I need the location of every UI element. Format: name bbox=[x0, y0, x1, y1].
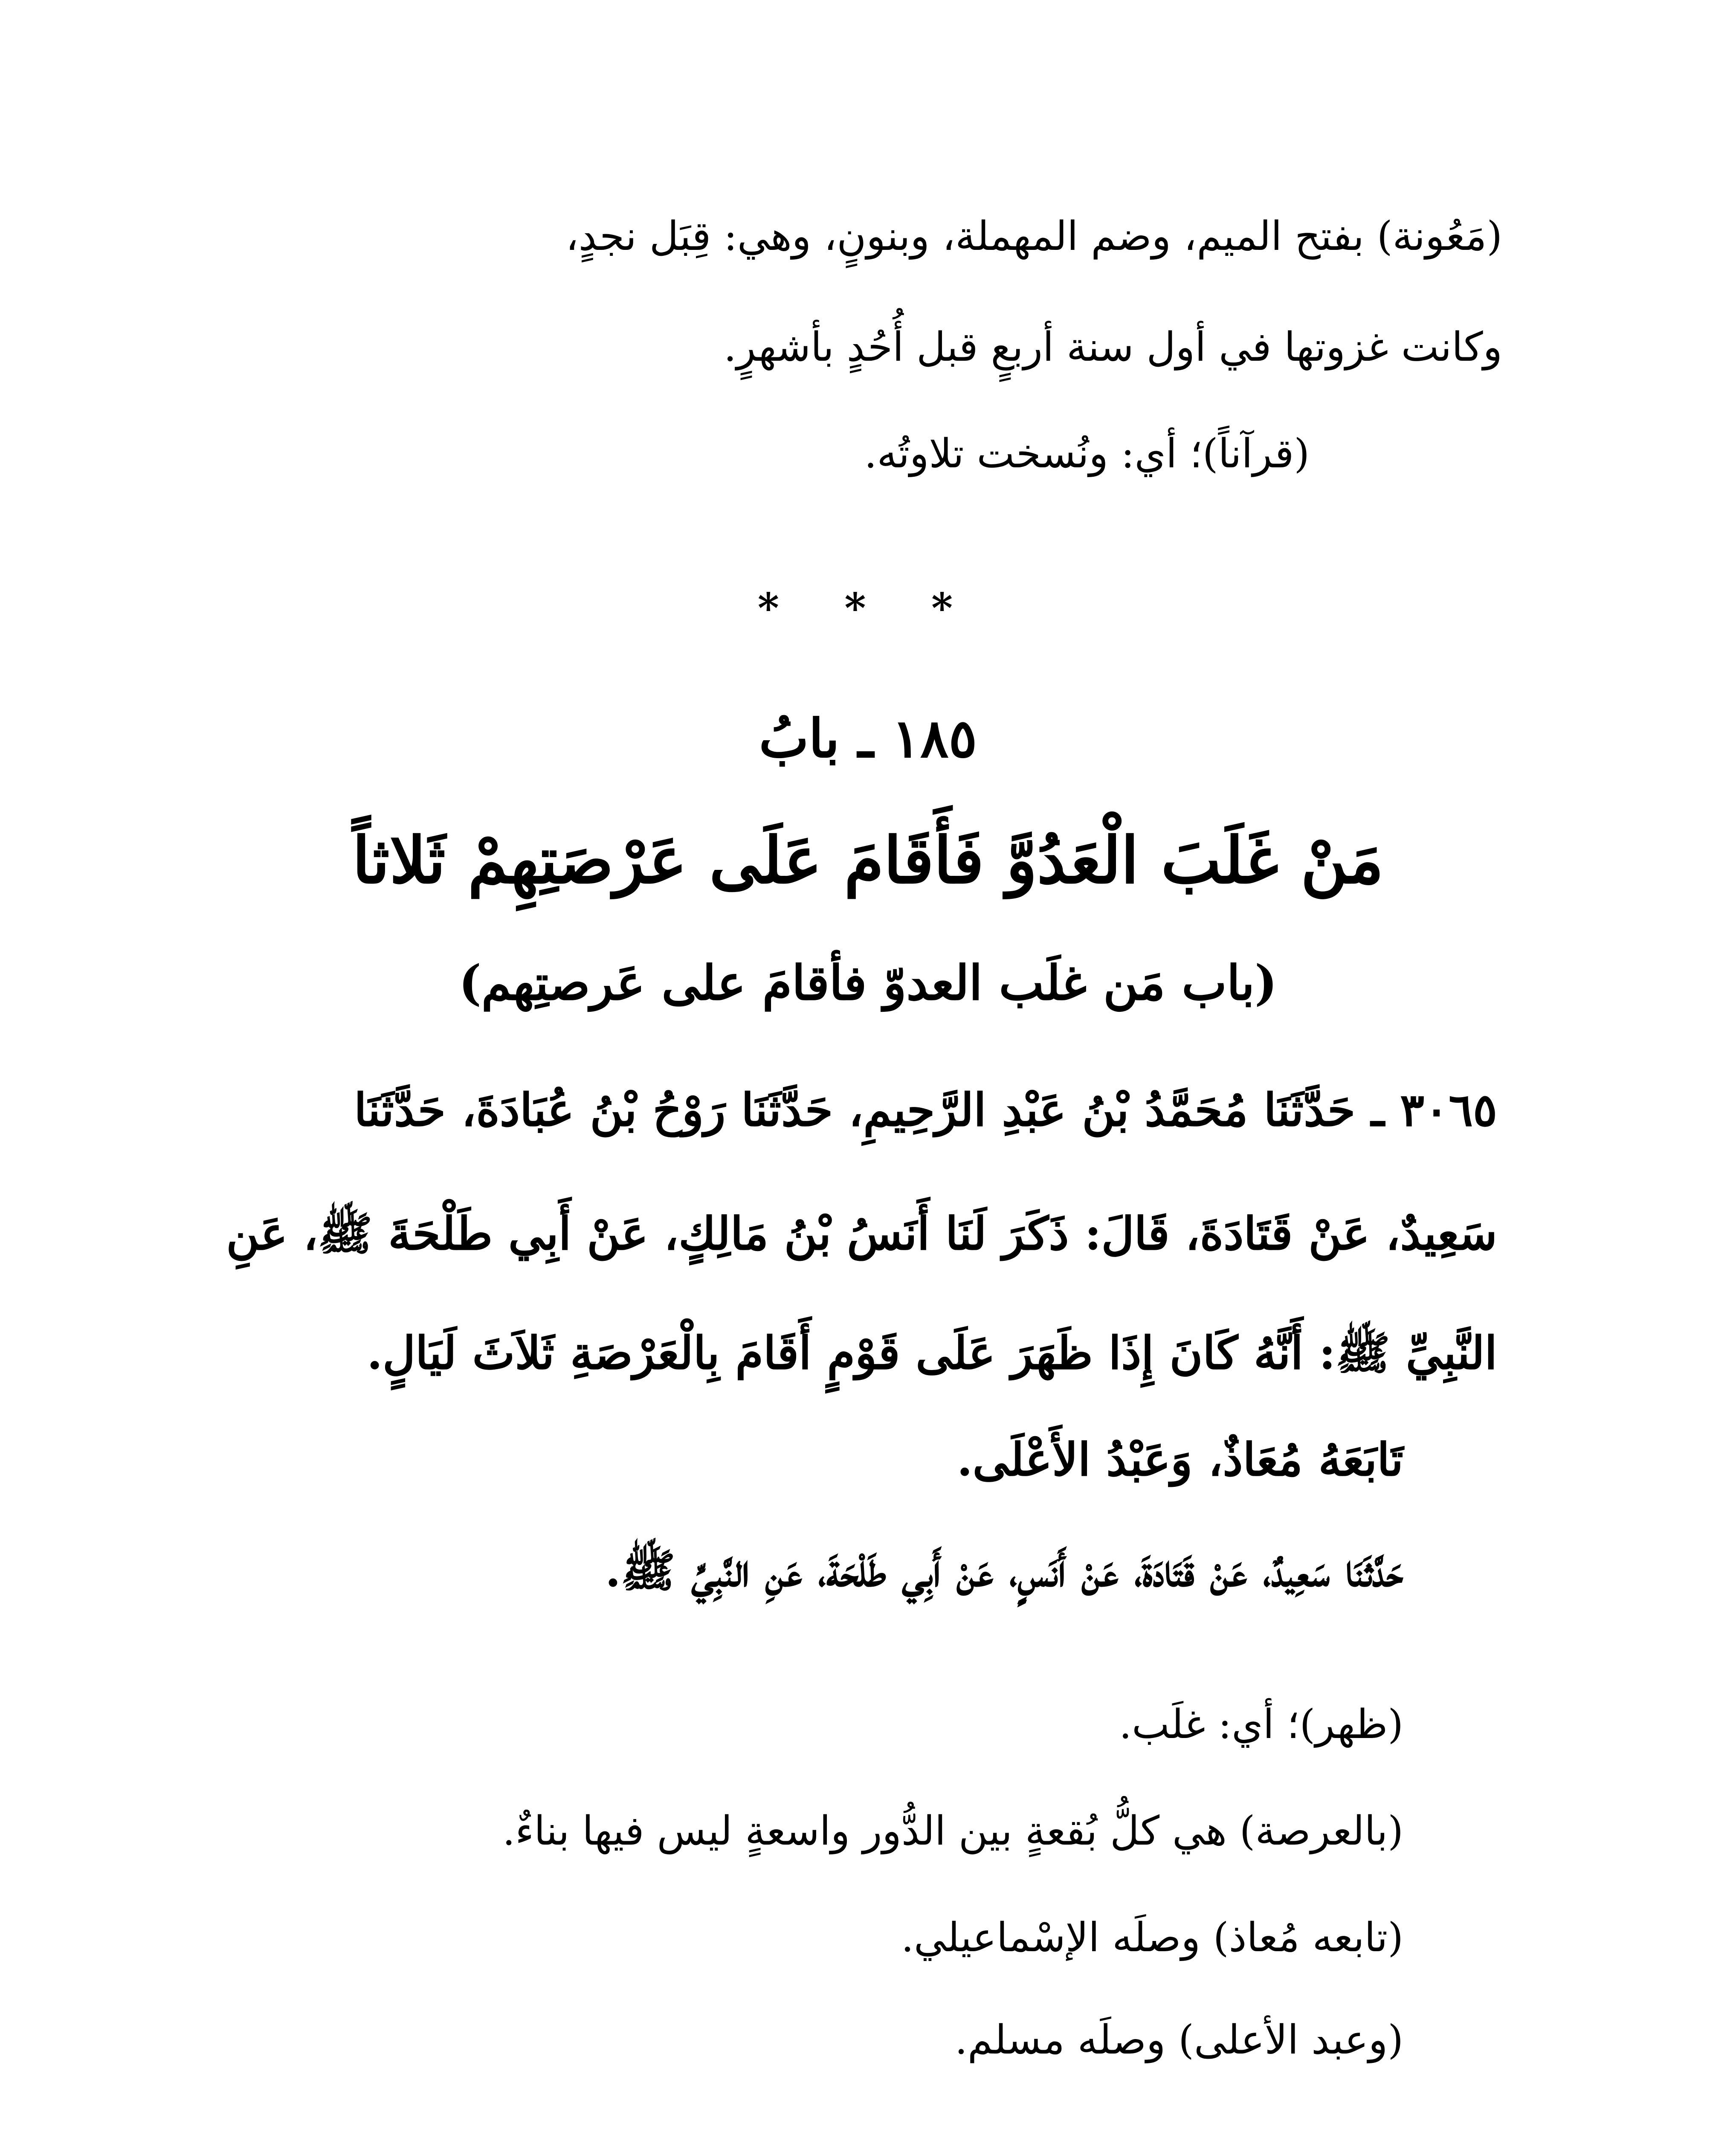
hadith-line-3: النَّبِيِّ ﷺ: أَنَّهُ كَانَ إِذَا ظَهَرَ عَلَى قَوْمٍ أَقَامَ بِالْعَرْصَةِ ثَلاَثَ لَيَالٍ. bbox=[367, 1326, 1497, 1379]
chapter-commentary-heading: (باب مَن غلَب العدوّ فأقامَ على عَرصتِهم) bbox=[458, 955, 1278, 1011]
note-line-5: (بالعرصة) هي كلُّ بُقعةٍ بين الدُّور واسعةٍ ليس فيها بناءٌ. bbox=[502, 1808, 1403, 1854]
note-line-4: (ظهر)؛ أي: غلَب. bbox=[1119, 1701, 1403, 1748]
hadith-line-2: سَعِيدٌ، عَنْ قَتَادَةَ، قَالَ: ذَكَرَ لَنَا أَنَسُ بْنُ مَالِكٍ، عَنْ أَبِي طَلْحَةَ ﷺ، عَنِ bbox=[226, 1207, 1497, 1260]
note-line-6: (تابعه مُعاذ) وصلَه الإسْماعيلي. bbox=[901, 1915, 1403, 1961]
chapter-number: ١٨٥ ـ بابُ bbox=[759, 708, 977, 770]
note-line-1: (مَعُونة) بفتح الميم، وضم المهملة، وبنونٍ، وهي: قِبَل نجدٍ، bbox=[565, 213, 1502, 260]
hadith-line-4: تَابَعَهُ مُعَاذٌ، وَعَبْدُ الأَعْلَى. bbox=[956, 1433, 1403, 1486]
chapter-title: مَنْ غَلَبَ الْعَدُوَّ فَأَقَامَ عَلَى عَرْصَتِهِمْ ثَلاثاً bbox=[352, 823, 1384, 898]
note-line-7: (وعبد الأعلى) وصلَه مسلم. bbox=[955, 2017, 1403, 2063]
hadith-line-1: ٣٠٦٥ ـ حَدَّثَنَا مُحَمَّدُ بْنُ عَبْدِ الرَّحِيمِ، حَدَّثَنَا رَوْحُ بْنُ عُبَادَةَ، حَدَّثَنَا bbox=[354, 1083, 1497, 1136]
note-line-2: وكانت غزوتها في أول سنة أربعٍ قبل أُحُدٍ بأشهرٍ. bbox=[724, 324, 1502, 371]
section-separator-top: * * * bbox=[757, 584, 979, 632]
hadith-line-5: حَدَّثَنَا سَعِيدٌ، عَنْ قَتَادَةَ، عَنْ أَنَسٍ، عَنْ أَبِي طَلْحَةَ، عَنِ النَّبِيِّ ﷺ. bbox=[605, 1544, 1403, 1597]
note-line-3: (قرآناً)؛ أي: ونُسخت تلاوتُه. bbox=[864, 431, 1310, 477]
